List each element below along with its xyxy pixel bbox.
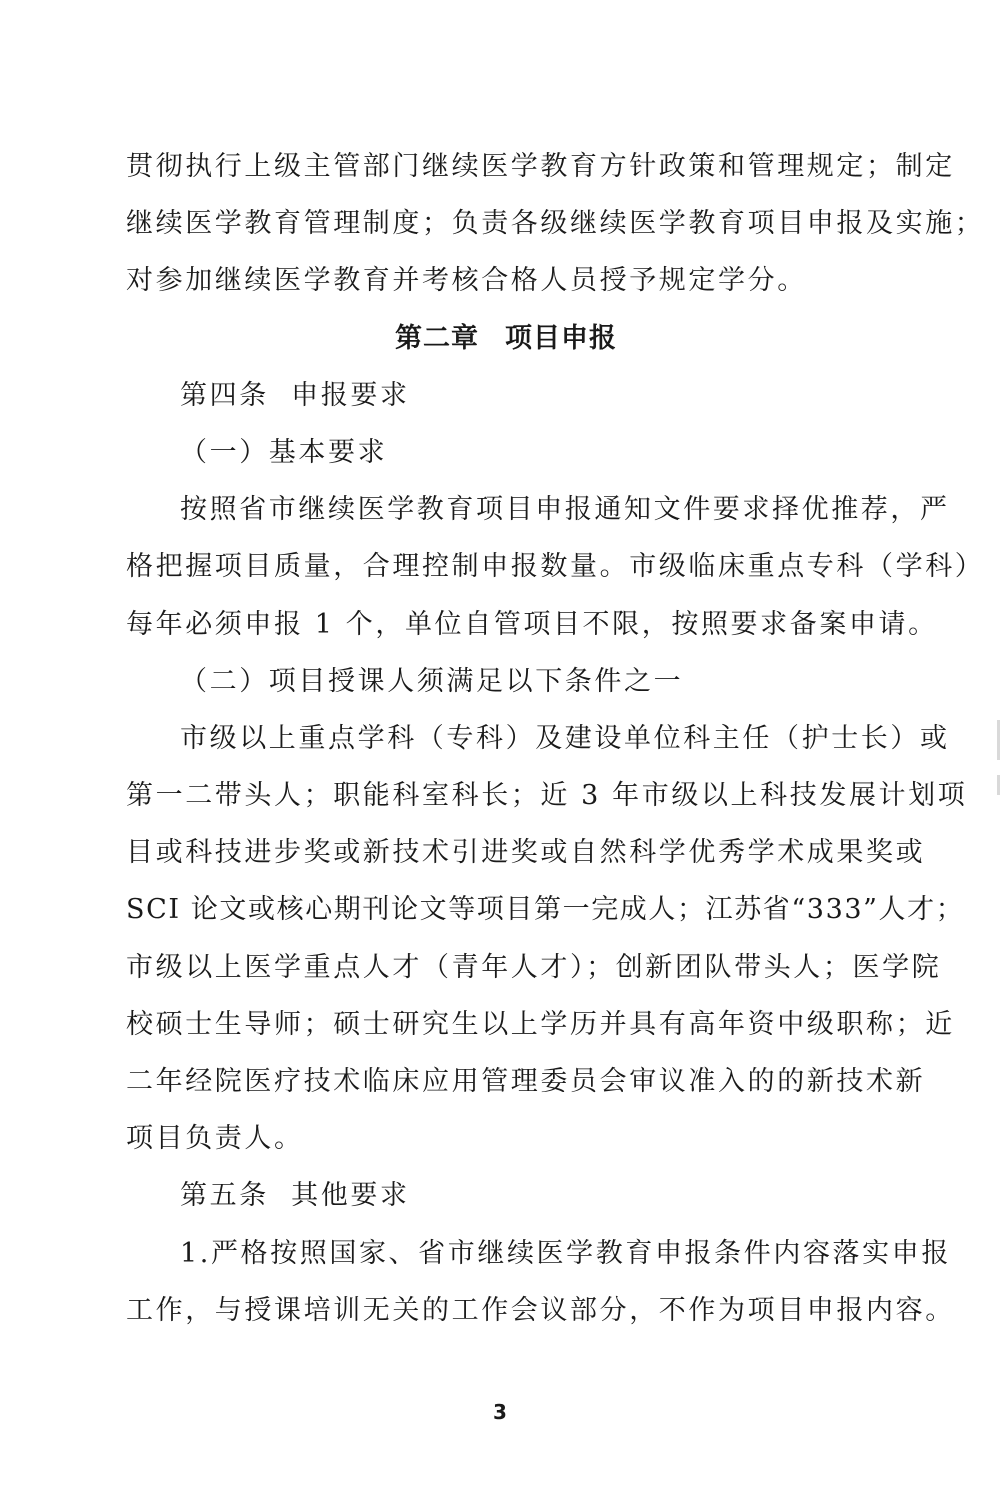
paragraph-line: 继续医学教育管理制度；负责各级继续医学教育项目申报及实施； [126, 208, 985, 240]
paragraph-line: 第一二带头人；职能科室科长；近 3 年市级以上科技发展计划项 [126, 780, 968, 812]
paragraph-line: 工作，与授课培训无关的工作会议部分，不作为项目申报内容。 [126, 1294, 955, 1326]
paragraph-line: 每年必须申报 1 个，单位自管项目不限，按照要求备案申请。 [126, 608, 938, 640]
paragraph-line: 市级以上重点学科（专科）及建设单位科主任（护士长）或 [180, 722, 950, 754]
paragraph-line: 校硕士生导师；硕士研究生以上学历并具有高年资中级职称；近 [126, 1008, 955, 1040]
paragraph-line: SCI 论文或核心期刊论文等项目第一完成人；江苏省“333”人才； [126, 894, 965, 926]
paragraph-line: 按照省市继续医学教育项目申报通知文件要求择优推荐，严 [180, 494, 950, 526]
paragraph-line: 市级以上医学重点人才（青年人才）；创新团队带头人；医学院 [126, 951, 942, 983]
chapter-heading [126, 310, 886, 367]
document-body [126, 138, 985, 1339]
paragraph-line: 目或科技进步奖或新技术引进奖或自然科学优秀学术成果奖或 [126, 837, 926, 869]
chapter-number: 第二章 [395, 322, 479, 354]
section-2-heading: （二）项目授课人须满足以下条件之一 [180, 665, 684, 697]
article-4-heading: 第四条 申报要求 [180, 379, 410, 411]
paragraph-line: 项目负责人。 [126, 1123, 304, 1155]
page-number: 3 [493, 1400, 507, 1424]
paragraph-line: 二年经院医疗技术临床应用管理委员会审议准入的的新技术新 [126, 1066, 926, 1097]
paragraph-line: 对参加继续医学教育并考核合格人员授予规定学分。 [126, 265, 807, 297]
paragraph-line: 1.严格按照国家、省市继续医学教育申报条件内容落实申报 [180, 1237, 951, 1269]
article-5-heading: 第五条 其他要求 [180, 1180, 410, 1212]
chapter-title: 项目申报 [505, 322, 617, 354]
section-1-heading: （一）基本要求 [180, 436, 388, 468]
paragraph-line: 贯彻执行上级主管部门继续医学教育方针政策和管理规定；制定 [126, 151, 955, 182]
paragraph-line: 格把握项目质量，合理控制申报数量。市级临床重点专科（学科） [126, 551, 985, 583]
